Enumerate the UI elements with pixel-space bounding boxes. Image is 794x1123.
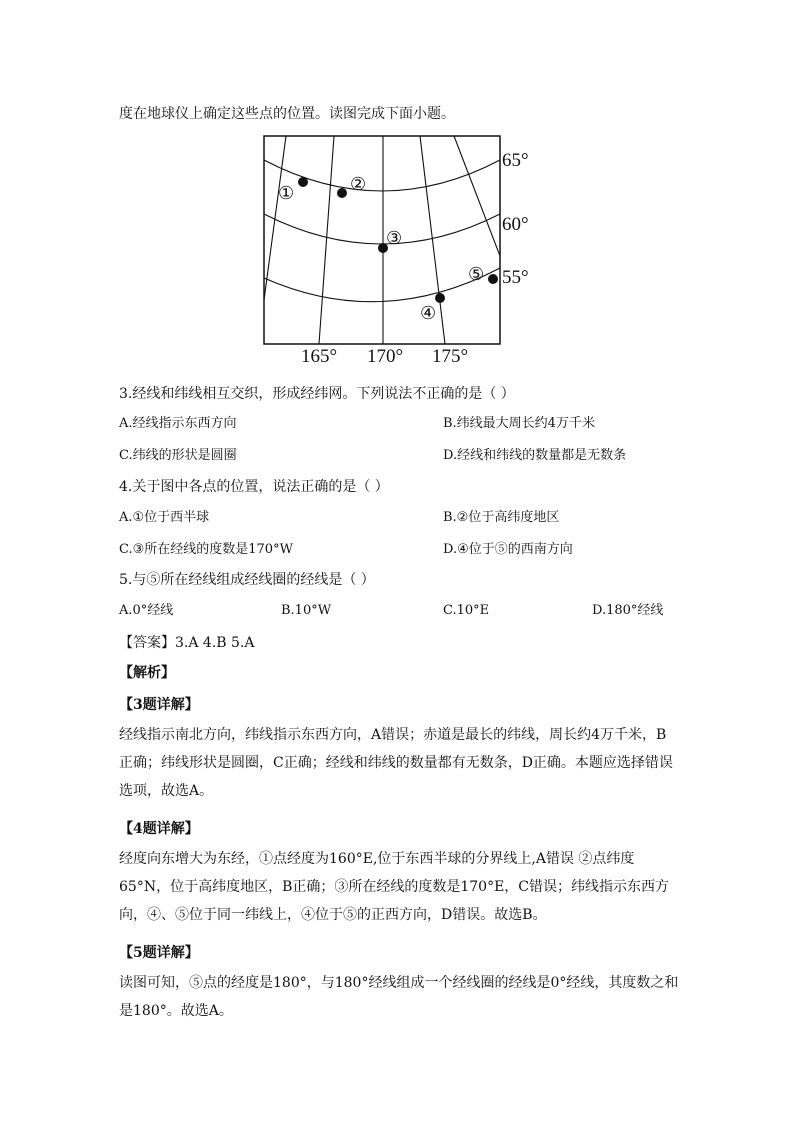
point-3-label: ③ [386, 228, 403, 249]
answer-line: 【答案】3.A 4.B 5.A [119, 635, 255, 651]
q3-option-d: D.经线和纬线的数量都是无数条 [443, 448, 627, 463]
detail-5-heading: 【5题详解】 [119, 945, 199, 961]
intro-text: 度在地球仪上确定这些点的位置。读图完成下面小题。 [119, 106, 455, 122]
q5-option-b: B.10°W [281, 603, 332, 618]
point-4-marker [435, 293, 445, 303]
lon-label-175: 175° [432, 346, 469, 364]
detail-4-heading: 【4题详解】 [119, 821, 199, 837]
q4-option-c: C.③所在经线的度数是170°W [119, 542, 293, 557]
latitude-line-60 [264, 214, 500, 244]
graticule-map [256, 132, 546, 364]
lat-label-60: 60° [502, 214, 529, 235]
point-4-label: ④ [420, 303, 437, 324]
lon-label-165: 165° [301, 346, 338, 364]
q5-option-c: C.10°E [443, 603, 490, 618]
q3-option-b: B.纬线最大周长约4万千米 [443, 416, 595, 431]
q4-option-d: D.④位于⑤的西南方向 [443, 542, 573, 557]
point-1-label: ① [278, 183, 295, 204]
q5-stem: 5.与⑤所在经线组成经线圈的经线是（ ） [119, 572, 375, 588]
latitude-line-55 [264, 268, 500, 302]
detail-5-text: 读图可知，⑤点的经度是180°，与180°经线组成一个经线圈的经线是0°经线，其度数之和是180°。故选A。 [119, 975, 679, 1019]
q5-option-d: D.180°经线 [592, 603, 664, 618]
q3-option-a: A.经线指示东西方向 [119, 416, 237, 431]
q4-option-b: B.②位于高纬度地区 [443, 510, 560, 525]
analysis-heading: 【解析】 [119, 665, 175, 681]
q4-stem: 4.关于图中各点的位置，说法正确的是（ ） [119, 479, 389, 495]
lat-label-65: 65° [502, 150, 529, 171]
meridian-165 [319, 136, 334, 344]
point-5-label: ⑤ [468, 264, 485, 285]
q3-stem: 3.经线和纬线相互交织，形成经纬网。下列说法不正确的是（ ） [119, 386, 515, 402]
point-5-marker [488, 274, 498, 284]
lon-label-170: 170° [367, 346, 404, 364]
q5-option-a: A.0°经线 [119, 603, 174, 618]
meridian-160 [264, 136, 286, 300]
map-frame [264, 136, 500, 344]
point-2-marker [337, 188, 347, 198]
meridian-180 [454, 136, 500, 256]
point-1-marker [298, 177, 308, 187]
q4-option-a: A.①位于西半球 [119, 510, 210, 525]
detail-3-text: 经线指示南北方向，纬线指示东西方向，A错误；赤道是最长的纬线，周长约4万千米，B正确；纬线形状是圆圈，C正确；经线和纬线的数量都有无数条，D正确。本题应选择错误选项，故选A。 [119, 727, 673, 799]
lat-label-55: 55° [502, 267, 529, 288]
detail-3-heading: 【3题详解】 [119, 697, 199, 713]
point-2-label: ② [350, 174, 367, 195]
detail-4-text: 经度向东增大为东经，①点经度为160°E,位于东西半球的分界线上,A错误 ②点纬度65°N，位于高纬度地区，B正确；③所在经线的度数是170°E，C错误；纬线指示东西方向，④、⑤位于同一纬线上，④位于⑤的正西方向，D错误。故选B。 [119, 851, 670, 923]
q3-option-c: C.纬线的形状是圆圈 [119, 448, 237, 463]
